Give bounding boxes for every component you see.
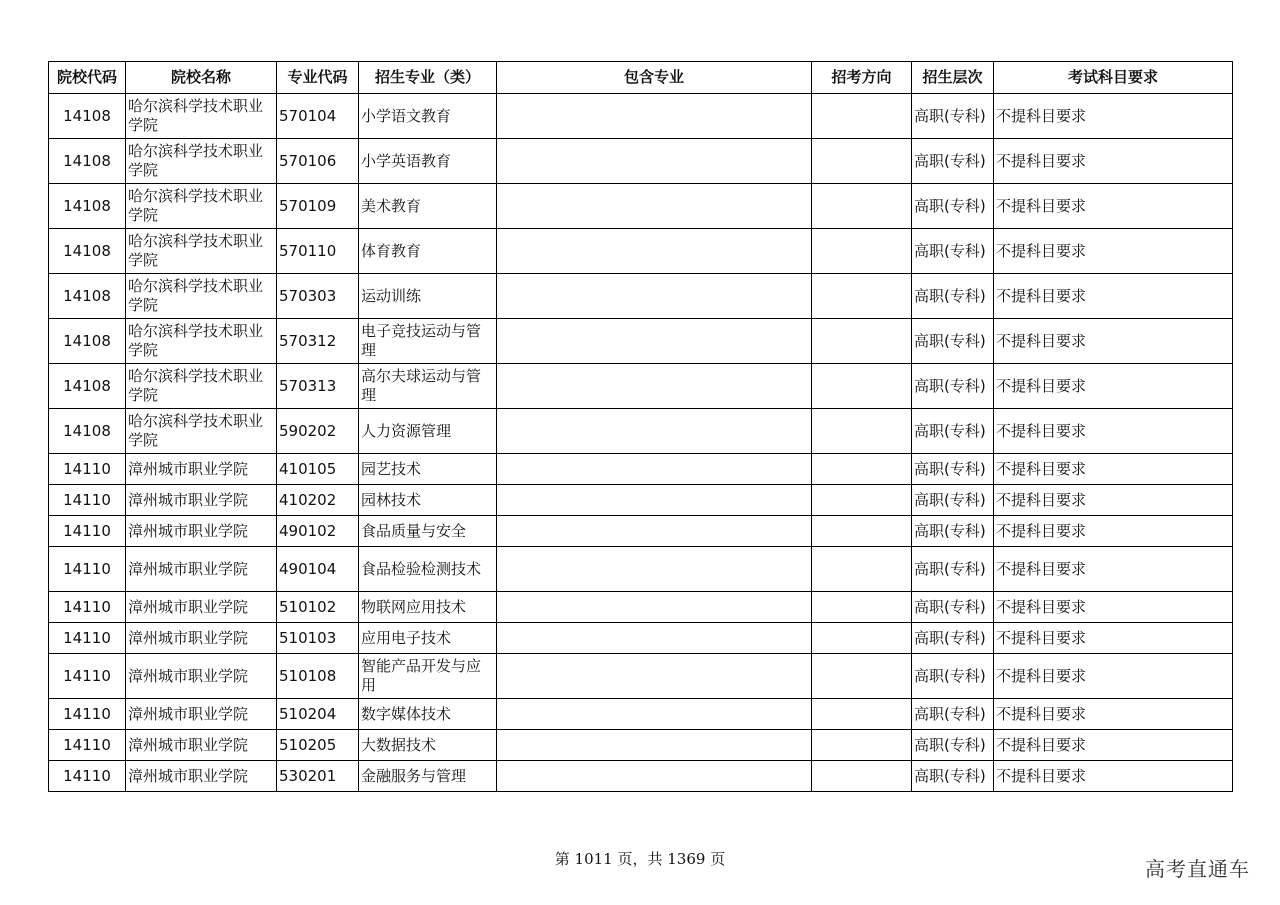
cell-direction — [812, 184, 912, 229]
watermark-text: 高考直通车 — [1145, 857, 1250, 881]
cell-major: 大数据技术 — [359, 730, 497, 761]
cell-major: 金融服务与管理 — [359, 761, 497, 792]
cell-direction — [812, 485, 912, 516]
cell-school-code: 14110 — [49, 516, 126, 547]
cell-included-majors — [497, 654, 812, 699]
cell-school-name: 漳州城市职业学院 — [126, 654, 277, 699]
header-level: 招生层次 — [912, 62, 994, 94]
cell-major: 物联网应用技术 — [359, 592, 497, 623]
table-row — [49, 139, 1233, 184]
cell-included-majors — [497, 730, 812, 761]
page-number: 第 1011 页，共 1369 页 — [554, 850, 726, 868]
cell-included-majors — [497, 409, 812, 454]
cell-level: 高职(专科) — [912, 364, 994, 409]
cell-direction — [812, 319, 912, 364]
cell-school-name: 漳州城市职业学院 — [126, 623, 277, 654]
cell-included-majors — [497, 547, 812, 592]
cell-requirement: 不提科目要求 — [994, 184, 1233, 229]
cell-included-majors — [497, 623, 812, 654]
cell-major-code: 570106 — [277, 139, 359, 184]
cell-major-code: 490104 — [277, 547, 359, 592]
cell-level: 高职(专科) — [912, 654, 994, 699]
cell-direction — [812, 699, 912, 730]
cell-requirement: 不提科目要求 — [994, 516, 1233, 547]
table-row — [49, 592, 1233, 623]
cell-requirement: 不提科目要求 — [994, 229, 1233, 274]
table-body — [49, 94, 1233, 792]
cell-level: 高职(专科) — [912, 454, 994, 485]
table-row — [49, 761, 1233, 792]
cell-requirement: 不提科目要求 — [994, 730, 1233, 761]
header-major-code: 专业代码 — [277, 62, 359, 94]
cell-direction — [812, 516, 912, 547]
table-row — [49, 623, 1233, 654]
cell-direction — [812, 364, 912, 409]
cell-requirement: 不提科目要求 — [994, 139, 1233, 184]
cell-requirement: 不提科目要求 — [994, 654, 1233, 699]
table-header-row — [49, 62, 1233, 94]
cell-requirement: 不提科目要求 — [994, 592, 1233, 623]
cell-included-majors — [497, 229, 812, 274]
cell-major-code: 570110 — [277, 229, 359, 274]
cell-major: 运动训练 — [359, 274, 497, 319]
cell-school-code: 14108 — [49, 139, 126, 184]
cell-major: 数字媒体技术 — [359, 699, 497, 730]
cell-major: 园林技术 — [359, 485, 497, 516]
cell-requirement: 不提科目要求 — [994, 319, 1233, 364]
cell-included-majors — [497, 274, 812, 319]
table-row — [49, 409, 1233, 454]
cell-major-code: 410105 — [277, 454, 359, 485]
table-row — [49, 319, 1233, 364]
cell-major: 美术教育 — [359, 184, 497, 229]
cell-major: 人力资源管理 — [359, 409, 497, 454]
cell-school-name: 哈尔滨科学技术职业学院 — [126, 319, 277, 364]
cell-school-code: 14108 — [49, 184, 126, 229]
table-row — [49, 454, 1233, 485]
cell-school-code: 14110 — [49, 485, 126, 516]
cell-requirement: 不提科目要求 — [994, 364, 1233, 409]
cell-level: 高职(专科) — [912, 547, 994, 592]
cell-major-code: 570109 — [277, 184, 359, 229]
cell-school-code: 14110 — [49, 454, 126, 485]
header-requirement: 考试科目要求 — [994, 62, 1233, 94]
cell-level: 高职(专科) — [912, 623, 994, 654]
cell-direction — [812, 409, 912, 454]
table-row — [49, 364, 1233, 409]
cell-direction — [812, 454, 912, 485]
table-row — [49, 516, 1233, 547]
cell-level: 高职(专科) — [912, 139, 994, 184]
header-direction: 招考方向 — [812, 62, 912, 94]
cell-major: 小学语文教育 — [359, 94, 497, 139]
header-school-code: 院校代码 — [49, 62, 126, 94]
cell-school-code: 14108 — [49, 229, 126, 274]
cell-school-name: 漳州城市职业学院 — [126, 547, 277, 592]
table-row — [49, 699, 1233, 730]
cell-included-majors — [497, 454, 812, 485]
table-row — [49, 274, 1233, 319]
cell-school-name: 哈尔滨科学技术职业学院 — [126, 139, 277, 184]
cell-included-majors — [497, 364, 812, 409]
cell-major: 应用电子技术 — [359, 623, 497, 654]
cell-direction — [812, 94, 912, 139]
cell-level: 高职(专科) — [912, 592, 994, 623]
cell-direction — [812, 274, 912, 319]
cell-major: 体育教育 — [359, 229, 497, 274]
cell-requirement: 不提科目要求 — [994, 485, 1233, 516]
cell-school-code: 14110 — [49, 730, 126, 761]
cell-requirement: 不提科目要求 — [994, 699, 1233, 730]
cell-school-code: 14108 — [49, 274, 126, 319]
cell-level: 高职(专科) — [912, 319, 994, 364]
cell-direction — [812, 761, 912, 792]
cell-major-code: 590202 — [277, 409, 359, 454]
cell-school-name: 哈尔滨科学技术职业学院 — [126, 409, 277, 454]
cell-level: 高职(专科) — [912, 274, 994, 319]
cell-major-code: 570303 — [277, 274, 359, 319]
cell-school-code: 14108 — [49, 364, 126, 409]
cell-school-code: 14110 — [49, 761, 126, 792]
admissions-table — [48, 61, 1233, 792]
cell-school-name: 漳州城市职业学院 — [126, 730, 277, 761]
cell-level: 高职(专科) — [912, 761, 994, 792]
cell-major-code: 570312 — [277, 319, 359, 364]
cell-requirement: 不提科目要求 — [994, 454, 1233, 485]
cell-school-name: 哈尔滨科学技术职业学院 — [126, 274, 277, 319]
cell-requirement: 不提科目要求 — [994, 274, 1233, 319]
cell-direction — [812, 229, 912, 274]
cell-included-majors — [497, 184, 812, 229]
cell-major-code: 510204 — [277, 699, 359, 730]
cell-included-majors — [497, 699, 812, 730]
cell-level: 高职(专科) — [912, 485, 994, 516]
cell-major: 高尔夫球运动与管理 — [359, 364, 497, 409]
cell-school-code: 14108 — [49, 409, 126, 454]
cell-major: 食品质量与安全 — [359, 516, 497, 547]
cell-major-code: 510103 — [277, 623, 359, 654]
cell-included-majors — [497, 761, 812, 792]
cell-school-name: 哈尔滨科学技术职业学院 — [126, 94, 277, 139]
cell-level: 高职(专科) — [912, 409, 994, 454]
cell-included-majors — [497, 94, 812, 139]
cell-major-code: 570104 — [277, 94, 359, 139]
cell-direction — [812, 654, 912, 699]
header-school-name: 院校名称 — [126, 62, 277, 94]
cell-included-majors — [497, 319, 812, 364]
cell-school-name: 漳州城市职业学院 — [126, 761, 277, 792]
cell-requirement: 不提科目要求 — [994, 94, 1233, 139]
cell-level: 高职(专科) — [912, 730, 994, 761]
cell-level: 高职(专科) — [912, 516, 994, 547]
cell-level: 高职(专科) — [912, 229, 994, 274]
cell-major-code: 510108 — [277, 654, 359, 699]
table-row — [49, 654, 1233, 699]
cell-direction — [812, 547, 912, 592]
cell-school-name: 漳州城市职业学院 — [126, 592, 277, 623]
table-row — [49, 184, 1233, 229]
cell-direction — [812, 592, 912, 623]
cell-major: 智能产品开发与应用 — [359, 654, 497, 699]
cell-school-code: 14108 — [49, 94, 126, 139]
cell-included-majors — [497, 139, 812, 184]
cell-included-majors — [497, 592, 812, 623]
cell-requirement: 不提科目要求 — [994, 547, 1233, 592]
cell-requirement: 不提科目要求 — [994, 623, 1233, 654]
cell-major-code: 530201 — [277, 761, 359, 792]
cell-school-code: 14110 — [49, 654, 126, 699]
cell-school-name: 漳州城市职业学院 — [126, 699, 277, 730]
cell-school-name: 漳州城市职业学院 — [126, 485, 277, 516]
cell-requirement: 不提科目要求 — [994, 409, 1233, 454]
cell-school-code: 14108 — [49, 319, 126, 364]
cell-school-code: 14110 — [49, 547, 126, 592]
cell-school-code: 14110 — [49, 623, 126, 654]
cell-direction — [812, 139, 912, 184]
cell-major: 电子竞技运动与管理 — [359, 319, 497, 364]
cell-major: 小学英语教育 — [359, 139, 497, 184]
cell-major-code: 510102 — [277, 592, 359, 623]
cell-school-name: 漳州城市职业学院 — [126, 454, 277, 485]
cell-school-name: 哈尔滨科学技术职业学院 — [126, 364, 277, 409]
cell-major-code: 490102 — [277, 516, 359, 547]
cell-major-code: 410202 — [277, 485, 359, 516]
cell-level: 高职(专科) — [912, 94, 994, 139]
cell-level: 高职(专科) — [912, 184, 994, 229]
cell-major-code: 570313 — [277, 364, 359, 409]
table-row — [49, 94, 1233, 139]
cell-included-majors — [497, 485, 812, 516]
cell-school-code: 14110 — [49, 592, 126, 623]
cell-requirement: 不提科目要求 — [994, 761, 1233, 792]
cell-school-code: 14110 — [49, 699, 126, 730]
table-row — [49, 485, 1233, 516]
cell-major-code: 510205 — [277, 730, 359, 761]
cell-included-majors — [497, 516, 812, 547]
cell-school-name: 哈尔滨科学技术职业学院 — [126, 229, 277, 274]
cell-level: 高职(专科) — [912, 699, 994, 730]
cell-direction — [812, 730, 912, 761]
table-row — [49, 547, 1233, 592]
cell-major: 食品检验检测技术 — [359, 547, 497, 592]
cell-major: 园艺技术 — [359, 454, 497, 485]
header-major: 招生专业（类） — [359, 62, 497, 94]
cell-direction — [812, 623, 912, 654]
cell-school-name: 哈尔滨科学技术职业学院 — [126, 184, 277, 229]
table-row — [49, 229, 1233, 274]
header-included-majors: 包含专业 — [497, 62, 812, 94]
table-row — [49, 730, 1233, 761]
cell-school-name: 漳州城市职业学院 — [126, 516, 277, 547]
